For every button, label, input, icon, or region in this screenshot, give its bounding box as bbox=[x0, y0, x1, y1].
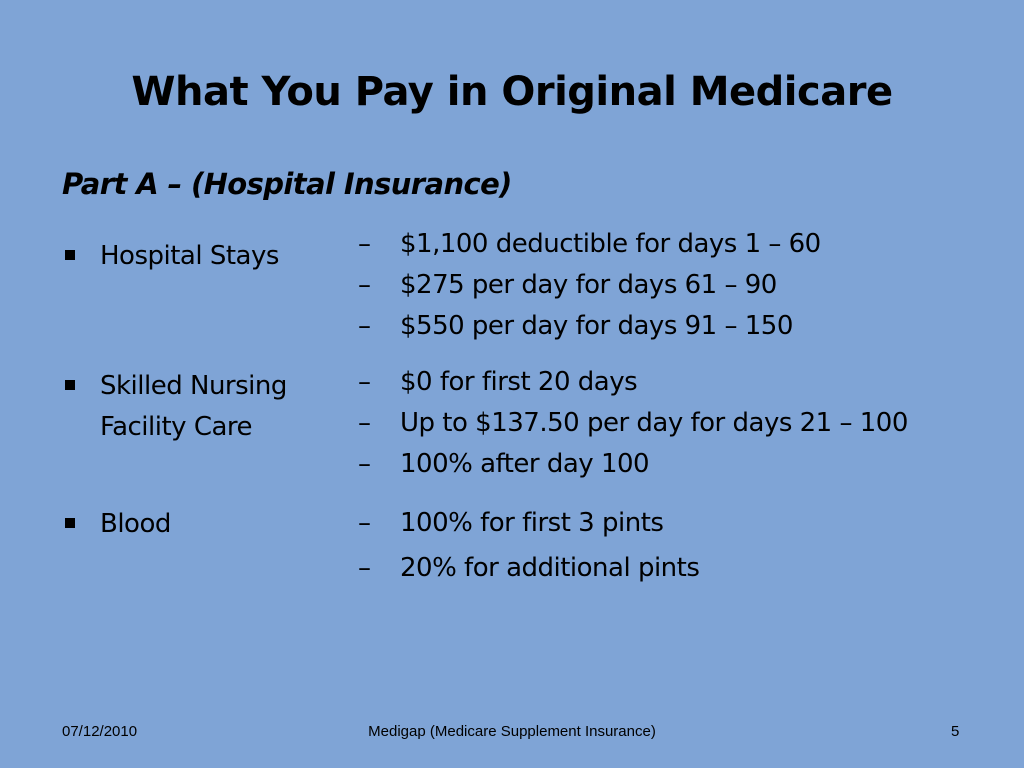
dash-bullet: – bbox=[358, 553, 371, 583]
list-item bbox=[358, 444, 908, 485]
detail-text: 100% for first 3 pints bbox=[400, 508, 664, 538]
detail-text: $275 per day for days 61 – 90 bbox=[400, 270, 777, 300]
square-bullet-icon bbox=[62, 504, 100, 545]
dash-bullet: – bbox=[358, 408, 371, 438]
list-item bbox=[358, 306, 821, 347]
category-hospital-stays bbox=[62, 236, 340, 277]
dash-bullet: – bbox=[358, 449, 371, 479]
dash-bullet: – bbox=[358, 270, 371, 300]
dash-bullet: – bbox=[358, 508, 371, 538]
list-item bbox=[358, 224, 821, 265]
details-blood bbox=[358, 503, 699, 589]
detail-text: $1,100 deductible for days 1 – 60 bbox=[400, 229, 821, 259]
list-item bbox=[358, 403, 908, 444]
square-bullet-icon bbox=[62, 366, 100, 448]
dash-bullet: – bbox=[358, 311, 371, 341]
slide-title: What You Pay in Original Medicare bbox=[131, 69, 893, 115]
category-label: Blood bbox=[100, 509, 171, 539]
category-label-line: Facility Care bbox=[100, 412, 253, 442]
list-item bbox=[358, 548, 699, 589]
category-skilled-nursing bbox=[62, 366, 340, 448]
detail-text: Up to $137.50 per day for days 21 – 100 bbox=[400, 408, 908, 438]
list-item bbox=[358, 362, 908, 403]
category-label: Hospital Stays bbox=[100, 241, 279, 271]
footer-date: 07/12/2010 bbox=[62, 723, 138, 740]
square-bullet-icon bbox=[62, 236, 100, 277]
detail-text: $550 per day for days 91 – 150 bbox=[400, 311, 793, 341]
details-hospital-stays bbox=[358, 224, 821, 347]
detail-text: 100% after day 100 bbox=[400, 449, 650, 479]
dash-bullet: – bbox=[358, 229, 371, 259]
details-skilled-nursing bbox=[358, 362, 908, 485]
detail-text: $0 for first 20 days bbox=[400, 367, 638, 397]
detail-text: 20% for additional pints bbox=[400, 553, 700, 583]
list-item bbox=[358, 265, 821, 306]
list-item bbox=[358, 503, 699, 544]
page-number: 5 bbox=[951, 723, 960, 740]
section-heading: Part A – (Hospital Insurance) bbox=[62, 167, 512, 201]
dash-bullet: – bbox=[358, 367, 371, 397]
category-label-line: Skilled Nursing bbox=[100, 371, 287, 401]
category-blood bbox=[62, 504, 340, 545]
footer-title: Medigap (Medicare Supplement Insurance) bbox=[368, 723, 656, 740]
